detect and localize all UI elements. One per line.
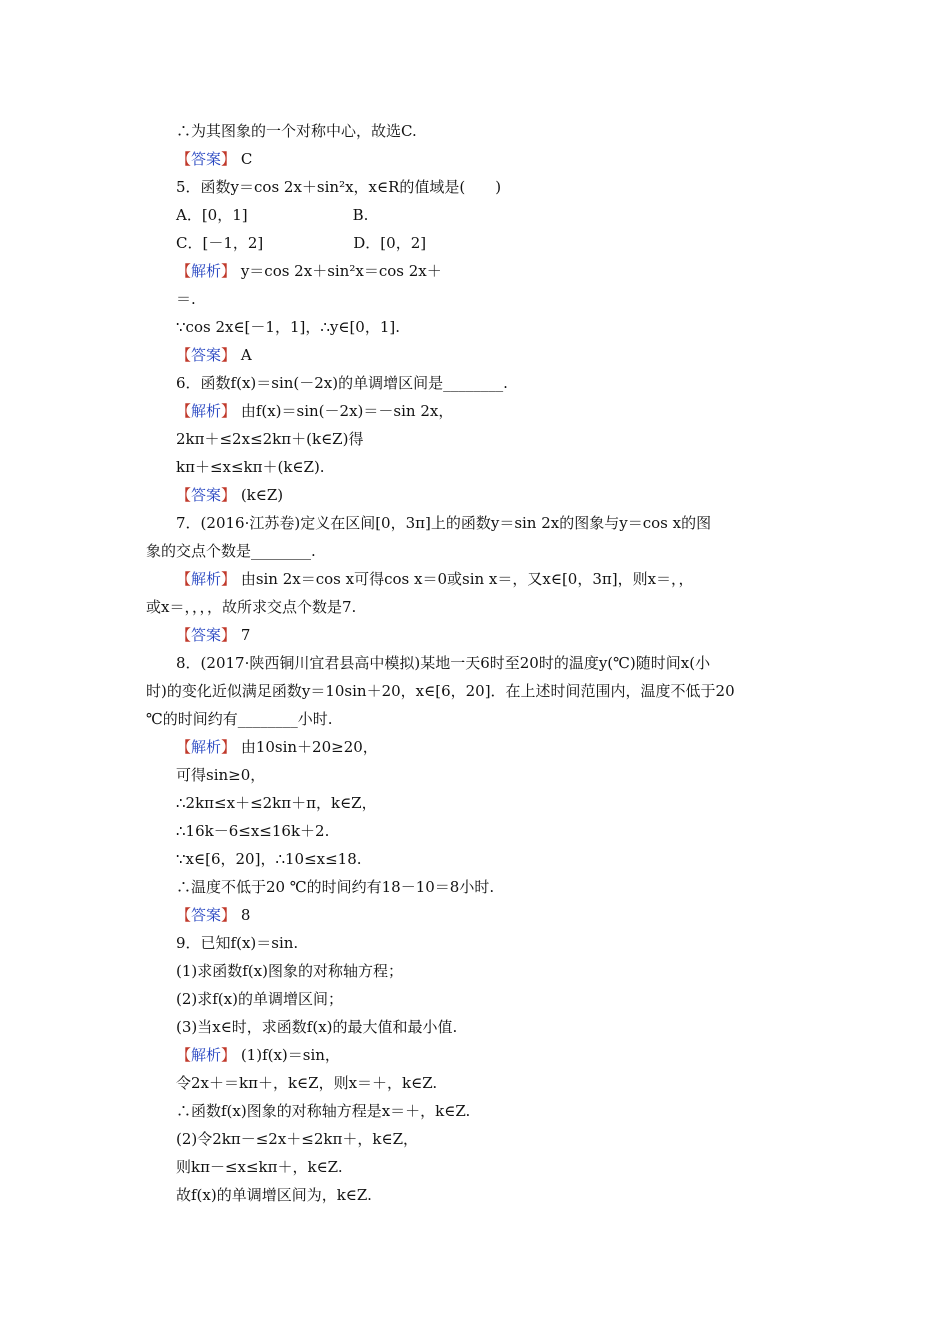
text-line: (3)当x∈时，求函数f(x)的最大值和最小值. (176, 1018, 458, 1036)
question-5: 5．函数y＝cos 2x＋sin²x，x∈R的值域是( ) (176, 178, 502, 196)
text-line: 可得sin≥0， (176, 766, 266, 784)
question-9: 9．已知f(x)＝sin. (176, 934, 299, 952)
question-7: 7．(2016·江苏卷)定义在区间[0，3π]上的函数y＝sin 2x的图象与y＝cos x的图 (176, 514, 712, 532)
text-line: ∴16k－6≤x≤16k＋2. (176, 822, 330, 840)
analysis-label: 解析 (191, 262, 222, 280)
analysis-label: 解析 (191, 738, 222, 756)
answer-label: 答案 (191, 906, 222, 924)
text-line: 或x＝，，，，故所求交点个数是7. (146, 598, 357, 616)
analysis-line: 【解析】 由f(x)＝sin(－2x)＝－sin 2x， (176, 402, 454, 420)
text-line: ∴2kπ≤x＋≤2kπ＋π，k∈Z， (176, 794, 377, 812)
analysis-label: 解析 (191, 1046, 222, 1064)
text-line: ∴函数f(x)图象的对称轴方程是x＝＋，k∈Z. (176, 1102, 471, 1120)
text-line: ∴为其图象的一个对称中心，故选C. (176, 122, 417, 140)
text-line: ＝. (176, 290, 196, 308)
question-8: 8．(2017·陕西铜川宜君县高中模拟)某地一天6时至20时的温度y(℃)随时间x(小 (176, 654, 711, 672)
answer-label: 答案 (191, 486, 222, 504)
text-line: kπ＋≤x≤kπ＋(k∈Z). (176, 458, 325, 476)
answer-line: 【答案】 8 (176, 906, 251, 924)
text-line: 令2x＋＝kπ＋，k∈Z，则x＝＋，k∈Z. (176, 1074, 438, 1092)
options-ab: A．[0，1] B. (176, 206, 369, 224)
question-6: 6．函数f(x)＝sin(－2x)的单调增区间是________. (176, 374, 508, 392)
analysis-label: 解析 (191, 402, 222, 420)
answer-label: 答案 (191, 150, 222, 168)
answer-label: 答案 (191, 626, 222, 644)
text-line: 则kπ－≤x≤kπ＋，k∈Z. (176, 1158, 343, 1176)
text-line: ∵cos 2x∈[－1，1]，∴y∈[0，1]. (176, 318, 401, 336)
text-line: (1)求函数f(x)图象的对称轴方程； (176, 962, 403, 980)
text-line: 2kπ＋≤2x≤2kπ＋(k∈Z)得 (176, 430, 364, 448)
text-line: 象的交点个数是________. (146, 542, 316, 560)
answer-label: 答案 (191, 346, 222, 364)
answer-line: 【答案】 (k∈Z) (176, 486, 284, 504)
analysis-label: 解析 (191, 570, 222, 588)
text-line: 时)的变化近似满足函数y＝10sin＋20，x∈[6，20]．在上述时间范围内，温度不低于20 (146, 682, 735, 700)
text-line: ∵x∈[6，20]，∴10≤x≤18. (176, 850, 362, 868)
analysis-line: 【解析】 (1)f(x)＝sin， (176, 1046, 340, 1064)
text-line: ℃的时间约有________小时. (146, 710, 333, 728)
options-cd: C．[－1，2] D．[0，2] (176, 234, 427, 252)
answer-line: 【答案】 C (176, 150, 253, 168)
analysis-line: 【解析】 y＝cos 2x＋sin²x＝cos 2x＋ (176, 262, 442, 280)
text-line: ∴温度不低于20 ℃的时间约有18－10＝8小时. (176, 878, 495, 896)
text-line: (2)令2kπ－≤2x＋≤2kπ＋，k∈Z， (176, 1130, 418, 1148)
analysis-line: 【解析】 由10sin＋20≥20， (176, 738, 378, 756)
answer-line: 【答案】 A (176, 346, 252, 364)
analysis-line: 【解析】 由sin 2x＝cos x可得cos x＝0或sin x＝，又x∈[0，3π]，则x＝，， (176, 570, 694, 588)
answer-line: 【答案】 7 (176, 626, 251, 644)
text-line: (2)求f(x)的单调增区间； (176, 990, 343, 1008)
text-line: 故f(x)的单调增区间为，k∈Z. (176, 1186, 372, 1204)
